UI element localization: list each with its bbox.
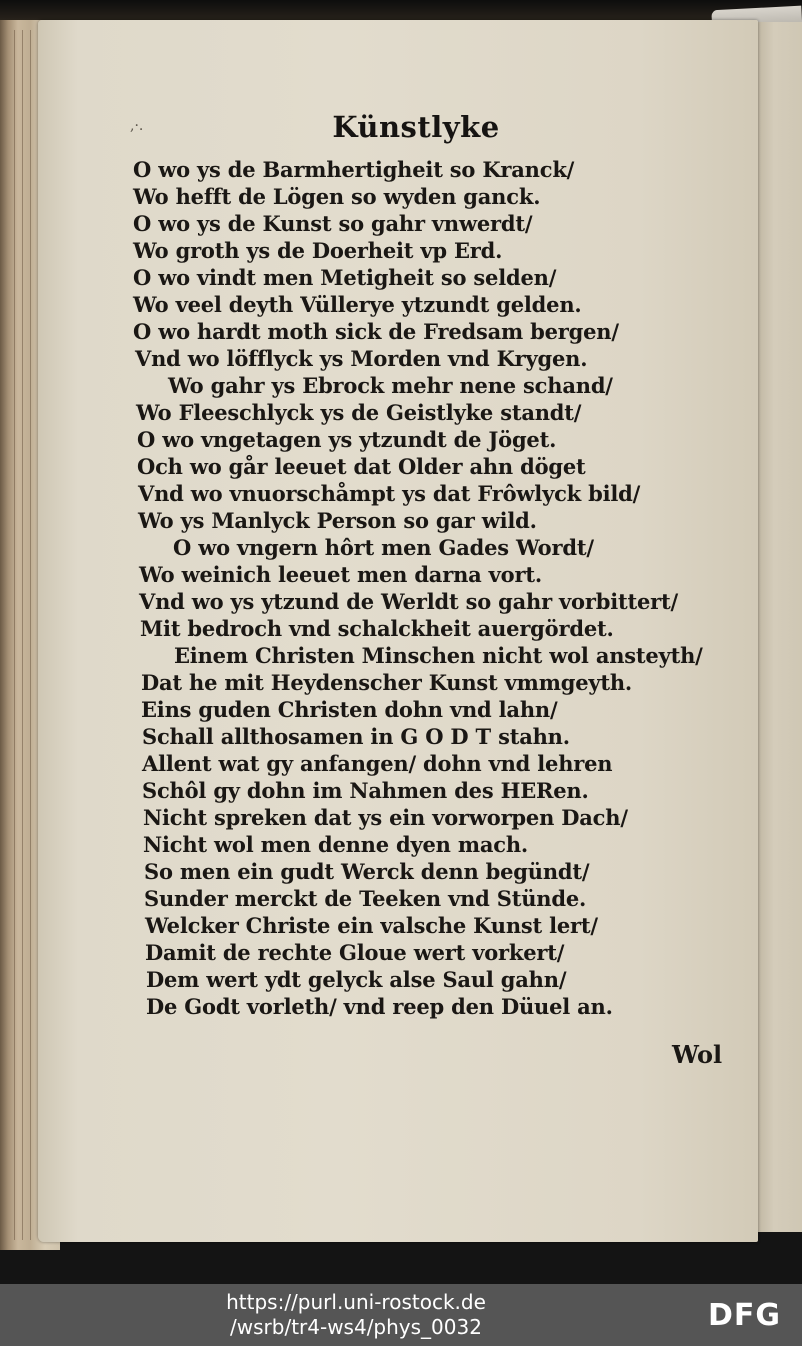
verse-line: O wo ys de Kunst so gahr vnwerdt/ [133, 211, 533, 236]
verse-line: Sunder merckt de Teeken vnd Stünde. [144, 886, 587, 911]
footer-bar [0, 1284, 802, 1346]
page-mark: ,·. [130, 118, 144, 134]
verse-line: O wo vindt men Metigheit so selden/ [133, 265, 557, 290]
scan-top-shadow [0, 0, 802, 22]
verse-line: De Godt vorleth/ vnd reep den Düuel an. [146, 994, 613, 1019]
verse-line: Vnd wo ys ytzund de Werldt so gahr vorbittert/ [139, 589, 678, 614]
verse-line: Wo groth ys de Doerheit vp Erd. [133, 238, 503, 263]
verse-line: Einem Christen Minschen nicht wol ansteyth/ [174, 643, 703, 668]
verse-line: O wo vngern hôrt men Gades Wordt/ [173, 535, 594, 560]
verse-line: Nicht wol men denne dyen mach. [143, 832, 529, 857]
verse-line: Vnd wo vnuorschåmpt ys dat Frôwlyck bild/ [138, 481, 641, 506]
verse-line: Eins guden Christen dohn vnd lahn/ [141, 697, 558, 722]
verse-line: Mit bedroch vnd schalckheit auergördet. [140, 616, 614, 641]
permalink-line-1[interactable]: https://purl.uni-rostock.de [226, 1290, 486, 1314]
verse-line: Wo weinich leeuet men darna vort. [139, 562, 542, 587]
verse-line: Och wo går leeuet dat Older ahn döget [137, 454, 586, 479]
verse-line: Wo veel deyth Vüllerye ytzundt gelden. [133, 292, 582, 317]
verse-line: Nicht spreken dat ys ein vorworpen Dach/ [143, 805, 628, 830]
verse-line: Dat he mit Heydenscher Kunst vmmgeyth. [141, 670, 633, 695]
permalink-line-2[interactable]: /wsrb/tr4-ws4/phys_0032 [230, 1315, 482, 1339]
verse-line: Allent wat gy anfangen/ dohn vnd lehren [142, 751, 613, 776]
verse-line: Wo Fleeschlyck ys de Geistlyke standt/ [136, 400, 582, 425]
running-head: Künstlyke [332, 110, 500, 144]
verse-line: Wo hefft de Lögen so wyden ganck. [133, 184, 541, 209]
verse-line: Wo gahr ys Ebrock mehr nene schand/ [168, 373, 613, 398]
verse-line: Vnd wo löfflyck ys Morden vnd Krygen. [135, 346, 588, 371]
verse-line: Damit de rechte Gloue wert vorkert/ [145, 940, 565, 965]
verse-line: O wo ys de Barmhertigheit so Kranck/ [133, 157, 575, 182]
verse-line: So men ein gudt Werck denn begündt/ [144, 859, 590, 884]
permalink[interactable] [0, 1290, 712, 1340]
verse-line: Schall allthosamen in G O D T stahn. [142, 724, 570, 749]
catchword: Wol [672, 1040, 723, 1069]
page-edge-line [30, 30, 31, 1240]
verse-line: Dem wert ydt gelyck alse Saul gahn/ [146, 967, 567, 992]
dfg-logo: DFG [708, 1298, 782, 1333]
verse-line: Wo ys Manlyck Person so gar wild. [138, 508, 537, 533]
adjacent-page [754, 22, 802, 1232]
page-edge-line [22, 30, 23, 1240]
verse-line: Schôl gy dohn im Nahmen des HERen. [142, 778, 589, 803]
verse-line: O wo hardt moth sick de Fredsam bergen/ [133, 319, 619, 344]
verse-line: O wo vngetagen ys ytzundt de Jöget. [137, 427, 557, 452]
page-edge-line [14, 30, 15, 1240]
verse-line: Welcker Christe ein valsche Kunst lert/ [145, 913, 598, 938]
